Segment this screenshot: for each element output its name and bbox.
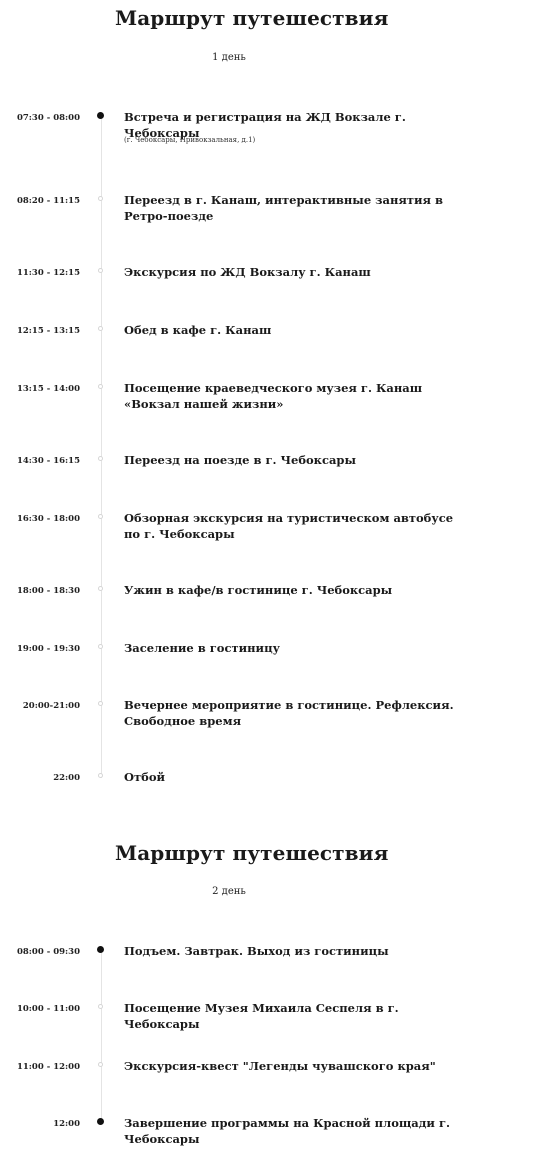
event-title: Посещение краеведческого музея г. Канаш «Вокзал нашей жизни» xyxy=(124,381,423,411)
timeline-dot xyxy=(98,1004,103,1009)
timeline-dot xyxy=(98,644,103,649)
time-range: 11:30 - 12:15 xyxy=(16,268,80,278)
timeline-line xyxy=(101,950,102,1122)
timeline-dot xyxy=(98,1062,103,1067)
timeline-dot-filled xyxy=(97,1118,104,1125)
event-title: Завершение программы на Красной площади г. Чебоксары xyxy=(124,1116,451,1146)
timeline-dot xyxy=(98,586,103,591)
event-title: Ужин в кафе/в гостинице г. Чебоксары xyxy=(124,583,393,597)
time-range: 22:00 xyxy=(53,773,80,783)
time-range: 07:30 - 08:00 xyxy=(16,113,80,123)
timeline-line xyxy=(101,116,102,778)
event-title: Встреча и регистрация на ЖД Вокзале г. Чебоксары xyxy=(124,110,406,140)
event-title: Обзорная экскурсия на туристическом автобусе по г. Чебоксары xyxy=(124,511,454,541)
time-range: 16:30 - 18:00 xyxy=(16,514,80,524)
section-heading: Маршрут путешествия xyxy=(115,841,389,865)
time-range: 12:00 xyxy=(53,1119,80,1129)
time-range: 18:00 - 18:30 xyxy=(16,586,80,596)
event-title: Вечернее мероприятие в гостинице. Рефлексия. Свободное время xyxy=(124,698,454,728)
time-range: 14:30 - 16:15 xyxy=(16,456,80,466)
time-range: 12:15 - 13:15 xyxy=(16,326,80,336)
timeline-dot xyxy=(98,773,103,778)
timeline-dot xyxy=(98,701,103,706)
timeline-dot-filled xyxy=(97,112,104,119)
event-title: Экскурсия по ЖД Вокзалу г. Канаш xyxy=(124,265,371,279)
timeline-dot xyxy=(98,456,103,461)
timeline-dot-filled xyxy=(97,946,104,953)
event-title: Посещение Музея Михаила Сеспеля в г. Чебоксары xyxy=(124,1001,399,1031)
section-heading: Маршрут путешествия xyxy=(115,6,389,30)
time-range: 13:15 - 14:00 xyxy=(16,384,80,394)
event-address: (г. Чебоксары, Привокзальная, д.1) xyxy=(124,136,256,144)
event-title: Подъем. Завтрак. Выход из гостиницы xyxy=(124,944,389,958)
timeline-dot xyxy=(98,268,103,273)
event-title: Переезд на поезде в г. Чебоксары xyxy=(124,453,356,467)
timeline-dot xyxy=(98,196,103,201)
event-title: Экскурсия-квест "Легенды чувашского края" xyxy=(124,1059,436,1073)
timeline-dot xyxy=(98,326,103,331)
time-range: 19:00 - 19:30 xyxy=(16,644,80,654)
time-range: 08:00 - 09:30 xyxy=(16,947,80,957)
event-title: Переезд в г. Канаш, интерактивные занятия в Ретро-поезде xyxy=(124,193,444,223)
day-label: 2 день xyxy=(212,886,246,897)
time-range: 10:00 - 11:00 xyxy=(16,1004,80,1014)
timeline-dot xyxy=(98,384,103,389)
timeline-dot xyxy=(98,514,103,519)
time-range: 08:20 - 11:15 xyxy=(16,196,80,206)
day-label: 1 день xyxy=(212,52,246,63)
event-title: Обед в кафе г. Канаш xyxy=(124,323,272,337)
event-title: Заселение в гостиницу xyxy=(124,641,280,655)
time-range: 20:00-21:00 xyxy=(22,701,80,711)
event-title: Отбой xyxy=(124,770,166,784)
time-range: 11:00 - 12:00 xyxy=(16,1062,80,1072)
